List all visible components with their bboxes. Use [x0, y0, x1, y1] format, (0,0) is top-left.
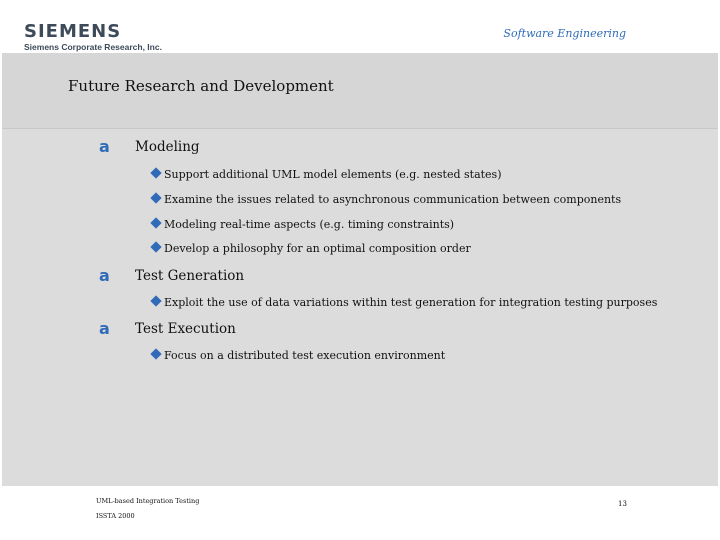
- siemens-logo: [24, 22, 162, 52]
- bullet-marker-icon: a: [99, 137, 110, 156]
- bullet-marker-icon: a: [99, 319, 110, 338]
- subitem: Develop a philosophy for an optimal composition order: [152, 242, 471, 255]
- subitem: Examine the issues related to asynchronous communication between components: [152, 193, 621, 206]
- bullet-modeling: Modeling: [135, 139, 200, 155]
- diamond-bullet-icon: [150, 167, 161, 178]
- footer-venue: ISSTA 2000: [96, 512, 135, 520]
- title-band: [2, 53, 718, 129]
- bullet-test-execution: Test Execution: [135, 321, 236, 337]
- diamond-bullet-icon: [150, 295, 161, 306]
- subitem: Focus on a distributed test execution environment: [152, 349, 445, 362]
- bullet-test-generation: Test Generation: [135, 268, 245, 284]
- subitem: Modeling real-time aspects (e.g. timing constraints): [152, 218, 454, 231]
- slide-panel: [2, 53, 718, 486]
- diamond-bullet-icon: [150, 192, 161, 203]
- diamond-bullet-icon: [150, 348, 161, 359]
- slide-title: Future Research and Development: [68, 77, 334, 95]
- footer: [96, 494, 199, 524]
- diamond-bullet-icon: [150, 217, 161, 228]
- subitem: Exploit the use of data variations within test generation for integration testing purposes: [152, 296, 657, 309]
- bullet-marker-icon: a: [99, 266, 110, 285]
- page-number: 13: [618, 500, 627, 508]
- logo-subtitle: Siemens Corporate Research, Inc.: [24, 42, 162, 52]
- logo-wordmark: SIEMENS: [24, 21, 122, 42]
- diamond-bullet-icon: [150, 241, 161, 252]
- subitem: Support additional UML model elements (e.g. nested states): [152, 168, 502, 181]
- footer-title: UML-based Integration Testing: [96, 497, 200, 505]
- section-label: Software Engineering: [503, 27, 626, 40]
